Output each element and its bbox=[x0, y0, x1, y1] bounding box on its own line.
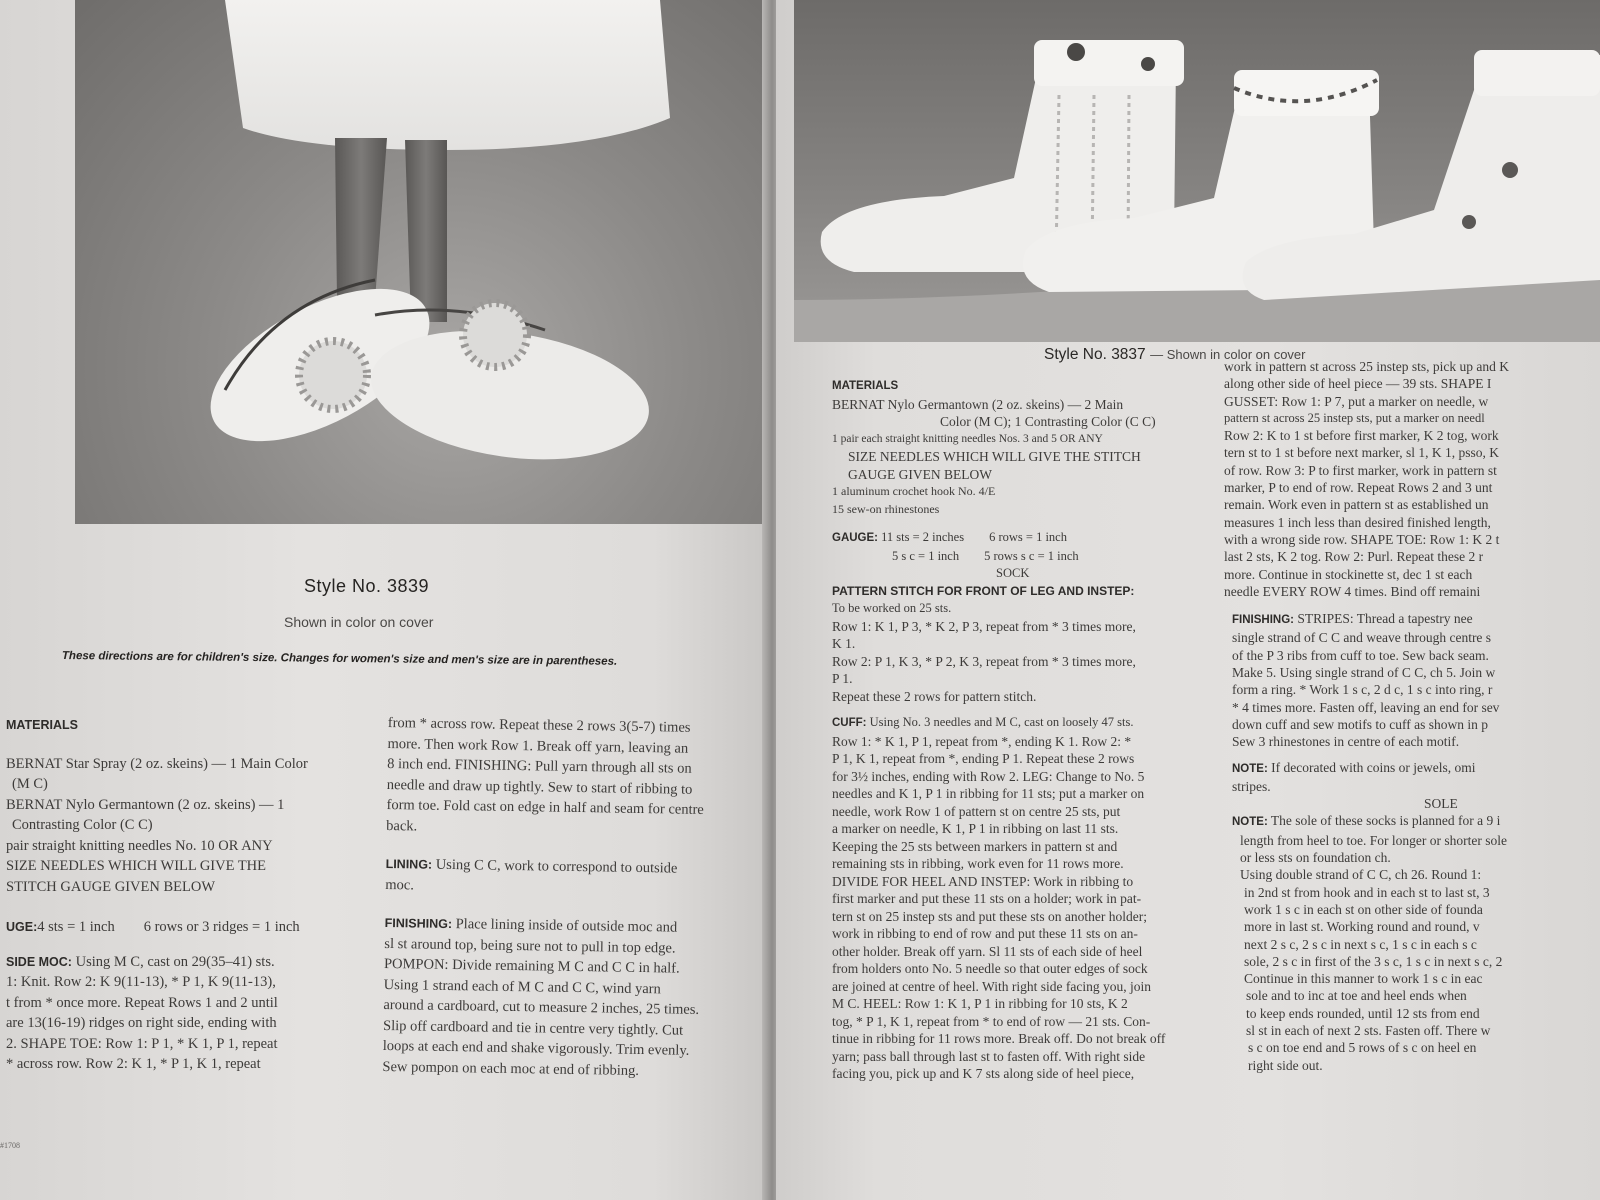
sole-line: length from heel to toe. For longer or shorter sole bbox=[1240, 832, 1507, 848]
stripes-line: single strand of C C and weave through centre s bbox=[1232, 630, 1492, 646]
sole-line: s c on toe end and 5 rows of s c on heel en bbox=[1248, 1040, 1477, 1056]
gauge-heading: UGE: bbox=[6, 920, 38, 934]
finishing-line: around a cardboard, cut to measure 2 inches, 25 times. bbox=[383, 996, 700, 1018]
cuff-line: needles and K 1, P 1 in ribbing for 11 sts; put a marker on bbox=[832, 786, 1145, 801]
cuff-line: yarn; pass ball through last st to fasten off. With right side bbox=[832, 1048, 1146, 1064]
cuff-line: work in ribbing to end of row and put these 11 sts on an- bbox=[832, 926, 1138, 941]
moc-line: t from * once more. Repeat Rows 1 and 2 until bbox=[6, 994, 278, 1011]
cuff-line: remaining sts in ribbing, work even for 11 rows more. bbox=[832, 856, 1124, 871]
right-column-2 bbox=[1224, 358, 1509, 1074]
gusset-line: marker, P to end of row. Repeat Rows 2 and 3 unt bbox=[1224, 480, 1493, 496]
cuff-line: tern st on 25 instep sts and put these sts on another holder; bbox=[832, 908, 1147, 924]
moc-line: * across row. Row 2: K 1, * P 1, K 1, repeat bbox=[6, 1056, 261, 1072]
cuff-line: P 1, K 1, repeat from *, ending P 1. Repeat these 2 rows bbox=[832, 751, 1135, 766]
sole-heading: SOLE bbox=[1424, 796, 1458, 812]
toe-line: more. Then work Row 1. Break off yarn, leaving an bbox=[387, 735, 689, 757]
gusset-line: work in pattern st across 25 instep sts, pick up and K bbox=[1224, 359, 1509, 374]
cuff-line: are joined at centre of heel. With right side facing you, join bbox=[832, 978, 1151, 994]
cuff-line: from holders onto No. 5 needle so that outer edges of sock bbox=[832, 961, 1148, 976]
sole-line: Using double strand of C C, ch 26. Round 1: bbox=[1240, 867, 1482, 883]
materials-line-right: GAUGE GIVEN BELOW bbox=[848, 466, 992, 482]
materials-line: pair straight knitting needles No. 10 OR ANY bbox=[6, 837, 273, 854]
finishing-line: sl st around top, being sure not to pull in top edge. bbox=[384, 935, 676, 957]
stripes-line: down cuff and sew motifs to cuff as shown in p bbox=[1232, 716, 1488, 732]
gauge-line-right: 11 sts = 2 inches 6 rows = 1 inch bbox=[878, 530, 1067, 544]
sole-line: sole, 2 s c in first of the 3 s c, 1 s c in next s c, 2 bbox=[1244, 953, 1503, 969]
materials-line: BERNAT Nylo Germantown (2 oz. skeins) — 1 bbox=[6, 796, 285, 813]
toe-line: 8 inch end. FINISHING: Pull yarn through all sts on bbox=[387, 755, 692, 777]
stripes-line: STRIPES: Thread a tapestry nee bbox=[1293, 611, 1473, 627]
sock-heading: SOCK bbox=[996, 566, 1030, 580]
finishing-line: Using 1 strand each of M C and C C, wind yarn bbox=[383, 976, 661, 997]
stripes-line: of the P 3 ribs from cuff to toe. Sew back seam. bbox=[1232, 647, 1489, 663]
cuff-line: facing you, pick up and K 7 sts along side of heel piece, bbox=[832, 1066, 1135, 1081]
sole-line: right side out. bbox=[1248, 1057, 1323, 1073]
gusset-line: along other side of heel piece — 39 sts. SHAPE I bbox=[1224, 376, 1492, 392]
finishing-line: Place lining inside of outside moc and bbox=[451, 916, 678, 936]
gauge-line-right: 5 s c = 1 inch 5 rows s c = 1 inch bbox=[892, 548, 1079, 563]
cuff-line: first marker and put these 11 sts on a holder; work in pat- bbox=[832, 891, 1142, 906]
toe-line: needle and draw up tightly. Sew to start of ribbing to bbox=[386, 776, 693, 798]
note-heading: NOTE: bbox=[1232, 762, 1268, 775]
lining-line: moc. bbox=[385, 876, 415, 893]
materials-line-right: SIZE NEEDLES WHICH WILL GIVE THE STITCH bbox=[848, 449, 1141, 464]
cuff-line: Row 1: * K 1, P 1, repeat from *, ending K 1. Row 2: * bbox=[832, 733, 1132, 749]
gusset-line: pattern st across 25 instep sts, put a marker on needl bbox=[1224, 410, 1485, 425]
gauge-heading-right: GAUGE: bbox=[832, 532, 878, 544]
right-column-1 bbox=[832, 378, 1165, 1083]
gusset-line: remain. Work even in pattern st as established un bbox=[1224, 497, 1489, 513]
gusset-line: tern st to 1 st before next marker, sl 1, K 1, psso, K bbox=[1224, 445, 1500, 461]
moc-line: 1: Knit. Row 2: K 9(11-13), * P 1, K 9(11-13), bbox=[6, 974, 276, 990]
cuff-line: for 3½ inches, ending with Row 2. LEG: Change to No. 5 bbox=[832, 768, 1145, 784]
materials-line-right: Color (M C); 1 Contrasting Color (C C) bbox=[940, 414, 1156, 429]
stripes-line: * 4 times more. Fasten off, leaving an end for sev bbox=[1232, 699, 1500, 715]
lining-heading: LINING: bbox=[385, 856, 433, 872]
shown-on-cover-right: — Shown in color on cover bbox=[1150, 347, 1306, 362]
cuff-line: DIVIDE FOR HEEL AND INSTEP: Work in ribbing to bbox=[832, 873, 1134, 889]
cuff-line: tog, * P 1, K 1, repeat from * to end of row — 21 sts. Con- bbox=[832, 1013, 1151, 1029]
gusset-line: more. Continue in stockinette st, dec 1 st each bbox=[1224, 566, 1473, 582]
note-line: stripes. bbox=[1232, 778, 1271, 794]
sole-line: The sole of these socks is planned for a 9 i bbox=[1267, 813, 1501, 829]
finishing-line: loops at each end and shake vigorously. Trim evenly. bbox=[382, 1037, 690, 1059]
style-title-3837: Style No. 3837 bbox=[1044, 346, 1146, 363]
materials-line: SIZE NEEDLES WHICH WILL GIVE THE bbox=[6, 858, 267, 874]
pattern-line: P 1. bbox=[832, 671, 853, 686]
slippers-photo bbox=[75, 0, 763, 524]
toe-line: from * across row. Repeat these 2 rows 3(5-7) times bbox=[387, 714, 691, 736]
note-line: If decorated with coins or jewels, omi bbox=[1267, 759, 1476, 775]
pattern-line: Row 2: P 1, K 3, * P 2, K 3, repeat from * 3 times more, bbox=[832, 653, 1136, 669]
lining-line: Using C C, work to correspond to outside bbox=[432, 856, 678, 877]
sole-line: Continue in this manner to work 1 s c in eac bbox=[1244, 971, 1483, 987]
gusset-line: measures 1 inch less than desired finished length, bbox=[1224, 514, 1491, 530]
materials-line-right: 1 pair each straight knitting needles Nos. 3 and 5 OR ANY bbox=[832, 432, 1103, 445]
sole-line: to keep ends rounded, until 12 sts from end bbox=[1246, 1005, 1480, 1021]
cuff-heading: CUFF: bbox=[832, 717, 867, 729]
cuff-line: a marker on needle, K 1, P 1 in ribbing on last 11 sts. bbox=[832, 821, 1119, 836]
toe-line: back. bbox=[386, 817, 418, 834]
materials-line-right: 15 sew-on rhinestones bbox=[832, 501, 940, 516]
sole-line: next 2 s c, 2 s c in next s c, 1 s c in each s c bbox=[1244, 936, 1477, 952]
materials-line: Contrasting Color (C C) bbox=[12, 817, 153, 833]
note-heading: NOTE: bbox=[1232, 816, 1268, 829]
page-folio: #1708 bbox=[0, 1141, 20, 1150]
materials-line: (M C) bbox=[12, 776, 48, 792]
left-column-2 bbox=[382, 713, 705, 1082]
outside-moc-heading: SIDE MOC: bbox=[6, 954, 72, 969]
materials-heading: MATERIALS bbox=[6, 718, 78, 732]
pattern-stitch-heading: PATTERN STITCH FOR FRONT OF LEG AND INSTEP: bbox=[832, 583, 1135, 598]
gauge-text: 4 sts = 1 inch 6 rows or 3 ridges = 1 inch bbox=[37, 919, 300, 935]
style-title-3839: Style No. 3839 bbox=[304, 576, 430, 596]
cuff-line: Using No. 3 needles and M C, cast on loosely 47 sts. bbox=[866, 715, 1134, 729]
stripes-line: form a ring. * Work 1 s c, 2 d c, 1 s c into ring, r bbox=[1232, 682, 1493, 698]
sole-line: in 2nd st from hook and in each st to last st, 3 bbox=[1244, 884, 1490, 900]
moc-line: are 13(16-19) ridges on right side, ending with bbox=[6, 1015, 277, 1031]
cuff-line: M C. HEEL: Row 1: K 1, P 1 in ribbing for 10 sts, K 2 bbox=[832, 996, 1128, 1011]
stripes-line: Sew 3 rhinestones in centre of each motif. bbox=[1232, 734, 1460, 750]
toe-line: form toe. Fold cast on edge in half and seam for centre bbox=[386, 796, 704, 818]
right-page bbox=[776, 0, 1600, 1200]
finishing-line: POMPON: Divide remaining M C and C C in half. bbox=[383, 955, 680, 977]
cuff-line: other holder. Break off yarn. Sl 11 sts of each side of heel bbox=[832, 943, 1143, 959]
moc-line: 2. SHAPE TOE: Row 1: P 1, * K 1, P 1, repeat bbox=[6, 1035, 278, 1052]
sole-line: or less sts on foundation ch. bbox=[1240, 850, 1391, 866]
shown-on-cover-left: Shown in color on cover bbox=[284, 614, 434, 630]
sole-line: sole and to inc at toe and heel ends when bbox=[1246, 988, 1467, 1004]
size-directions: These directions are for children's size. Changes for women's size and men's size are in parentheses. bbox=[61, 650, 618, 668]
pattern-line: K 1. bbox=[832, 636, 856, 651]
gusset-line: GUSSET: Row 1: P 7, put a marker on needle, w bbox=[1224, 393, 1489, 409]
gusset-line: last 2 sts, K 2 tog. Row 2: Purl. Repeat these 2 r bbox=[1224, 549, 1484, 565]
cuff-line: needle, work Row 1 of pattern st on centre 25 sts, put bbox=[832, 803, 1121, 819]
sole-line: more in last st. Working round and round, v bbox=[1244, 919, 1480, 935]
cuff-line: Keeping the 25 sts between markers in pattern st and bbox=[832, 838, 1118, 854]
stripes-line: Make 5. Using single strand of C C, ch 5. Join w bbox=[1232, 665, 1496, 681]
pattern-line: Row 1: K 1, P 3, * K 2, P 3, repeat from * 3 times more, bbox=[832, 618, 1136, 634]
materials-line-right: 1 aluminum crochet hook No. 4/E bbox=[832, 484, 996, 498]
sole-line: sl st in each of next 2 sts. Fasten off. There w bbox=[1246, 1022, 1491, 1038]
gusset-line: with a wrong side row. SHAPE TOE: Row 1: K 2 t bbox=[1224, 531, 1500, 547]
gusset-line: needle EVERY ROW 4 times. Bind off remaini bbox=[1224, 583, 1481, 599]
materials-line: BERNAT Star Spray (2 oz. skeins) — 1 Main Color bbox=[6, 755, 308, 772]
left-column-1 bbox=[6, 715, 308, 1075]
gusset-line: of row. Row 3: P to first marker, work in pattern st bbox=[1224, 462, 1497, 478]
cuff-line: tinue in ribbing for 11 rows more. Break off. Do not break off bbox=[832, 1031, 1166, 1046]
finishing-line: Slip off cardboard and tie in centre very tightly. Cut bbox=[382, 1017, 684, 1039]
materials-line: STITCH GAUGE GIVEN BELOW bbox=[6, 878, 216, 895]
finishing-heading-right: FINISHING: bbox=[1232, 614, 1294, 627]
pattern-line: Repeat these 2 rows for pattern stitch. bbox=[832, 688, 1037, 704]
pattern-line: To be worked on 25 sts. bbox=[832, 601, 952, 615]
materials-heading-right: MATERIALS bbox=[832, 380, 899, 392]
materials-line-right: BERNAT Nylo Germantown (2 oz. skeins) — 2 Main bbox=[832, 396, 1124, 412]
moc-line: Using M C, cast on 29(35–41) sts. bbox=[71, 953, 275, 970]
finishing-heading: FINISHING: bbox=[384, 915, 453, 932]
sole-line: work 1 s c in each st on other side of founda bbox=[1244, 901, 1483, 917]
left-page bbox=[0, 0, 768, 1200]
socks-photo bbox=[794, 0, 1600, 342]
finishing-line: Sew pompon on each moc at end of ribbing. bbox=[382, 1058, 640, 1079]
gusset-line: Row 2: K to 1 st before first marker, K 2 tog, work bbox=[1224, 428, 1499, 444]
